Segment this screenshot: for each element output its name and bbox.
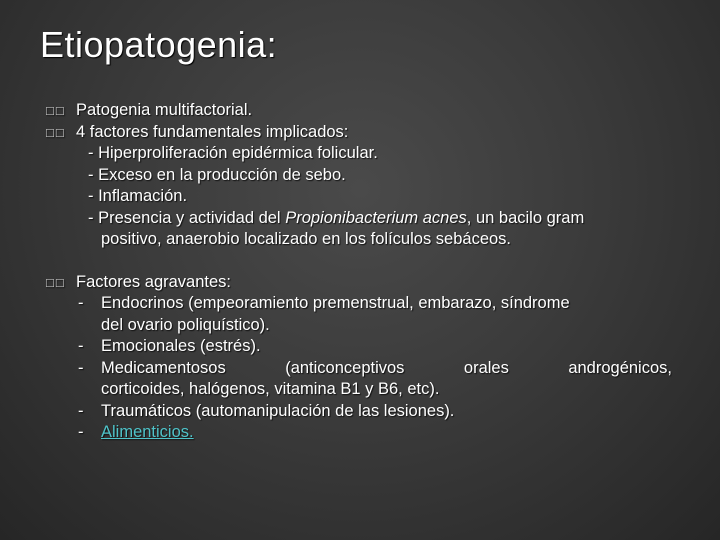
bullet-text: 4 factores fundamentales implicados: (76, 122, 349, 141)
bullet-text: Patogenia multifactorial. (76, 101, 253, 119)
aggravating-item (46, 293, 672, 336)
endocrine-line-cont: del ovario poliquístico). (101, 315, 270, 334)
factor-prefix: - Presencia y actividad del (88, 208, 286, 227)
word: (anticonceptivos (285, 358, 405, 377)
dash-glyph: - (78, 294, 84, 312)
factor-suffix: , un bacilo gram (466, 208, 585, 227)
factor-item: - Hiperproliferación epidérmica folicular. (88, 144, 378, 162)
slide-content (46, 100, 672, 444)
aggravating-item (46, 401, 672, 423)
aggravating-item (46, 336, 672, 358)
word: orales (463, 358, 509, 377)
dash-glyph: - (78, 358, 84, 377)
dash-glyph: - (78, 423, 84, 441)
bullet-item (46, 122, 672, 144)
medication-line (101, 358, 672, 380)
bullet-glyph: □□ (46, 124, 66, 140)
bullet-glyph: □□ (46, 274, 66, 290)
aggravating-item (46, 358, 672, 401)
dash-glyph: - (78, 401, 84, 420)
factor-continuation: positivo, anaerobio localizado en los folículos sebáceos. (101, 230, 512, 248)
factor-item (46, 208, 672, 230)
bullet-item (46, 272, 672, 294)
dietary-link[interactable]: Alimenticios. (101, 423, 194, 441)
aggravating-text (101, 293, 672, 336)
bullet-text: Factores agravantes: (76, 272, 231, 291)
aggravating-item (46, 422, 672, 444)
slide-title: Etiopatogenia: (40, 24, 278, 65)
medication-text (101, 358, 672, 401)
word: Medicamentosos (101, 358, 226, 377)
word: androgénicos, (568, 358, 672, 377)
factor-item: - Inflamación. (88, 187, 188, 205)
factor-item: - Exceso en la producción de sebo. (88, 165, 346, 184)
emotional-text: Emocionales (estrés). (101, 337, 261, 355)
dash-glyph: - (78, 337, 84, 355)
bullet-item (46, 100, 672, 122)
spacer (46, 251, 672, 272)
bullet-glyph: □□ (46, 103, 66, 118)
endocrine-line: Endocrinos (empeoramiento premenstrual, embarazo, síndrome (101, 294, 570, 312)
medication-line-cont: corticoides, halógenos, vitamina B1 y B6, etc). (101, 380, 440, 398)
traumatic-text: Traumáticos (automanipulación de las lesiones). (101, 401, 455, 420)
species-name: Propionibacterium acnes (285, 208, 467, 227)
dietary-wrap (101, 422, 672, 444)
